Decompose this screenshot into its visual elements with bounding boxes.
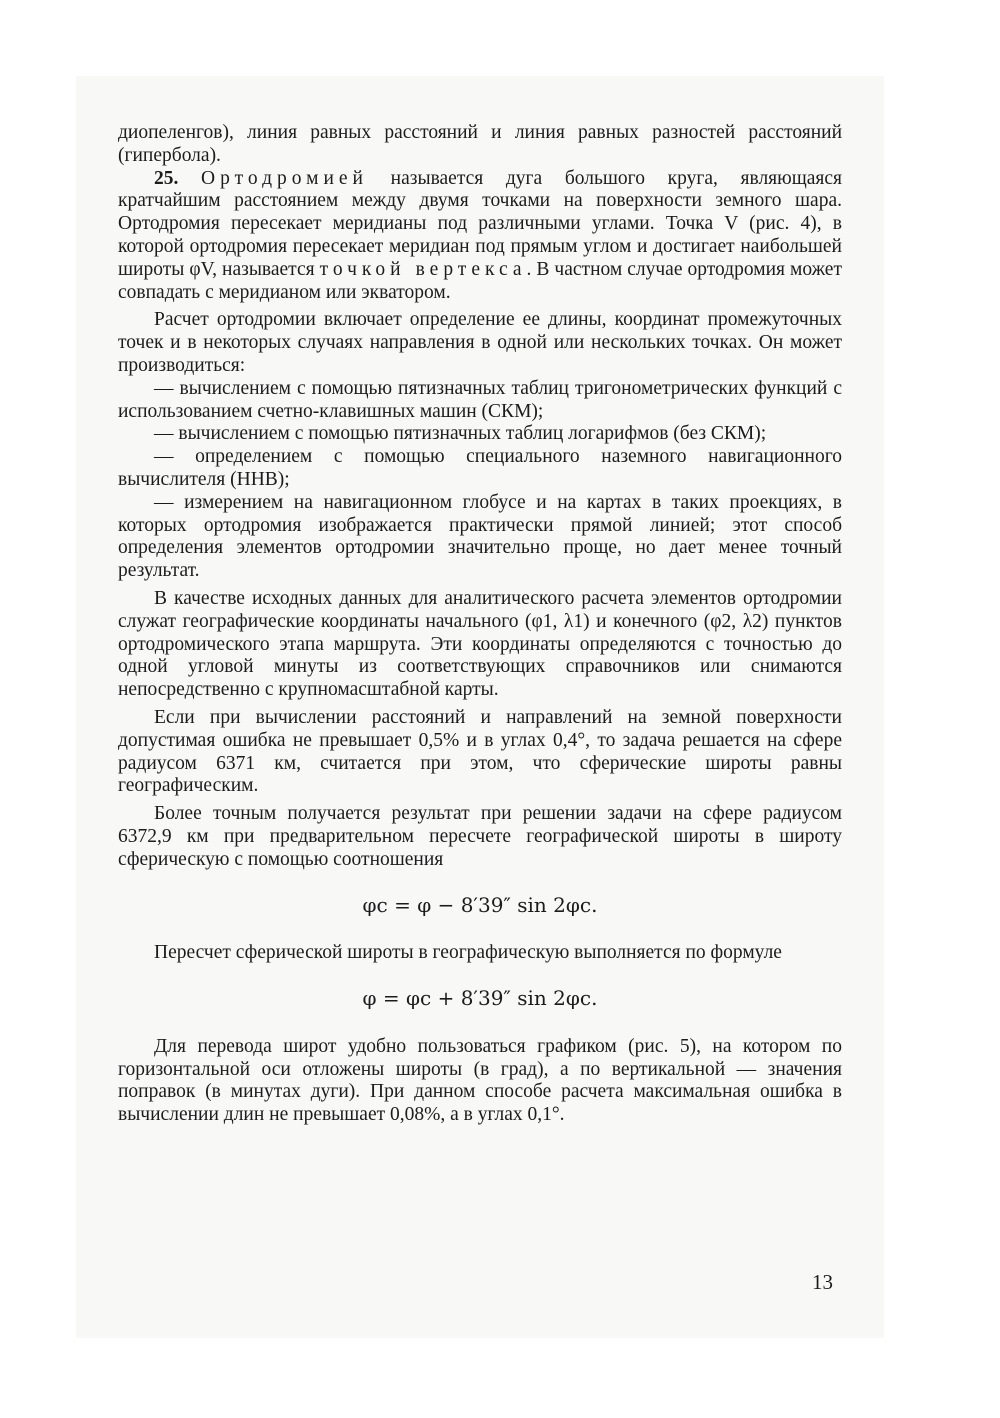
formula-geographic-latitude: φ = φc + 8′39″ sin 2φc.	[362, 986, 598, 1011]
paragraph-conversion: Пересчет сферической широты в географическую выполняется по формуле	[154, 942, 782, 964]
document-body	[118, 122, 842, 1127]
paragraph-25	[118, 168, 842, 305]
paragraph-25-text-a: называется дуга большого круга, являющаяся кратчайшим расстоянием между двумя точками на поверхности земного шара. Ортодромия пересекает меридианы под различными углами. Точка V (рис. 4), в которой ортодромия пересекает меридиан под прямым углом и достигает наибольшей широты φV, называется	[118, 167, 842, 280]
list-item: — вычислением с помощью пятизначных таблиц логарифмов (без СКМ);	[154, 423, 767, 445]
section-number: 25.	[154, 167, 179, 189]
page-number: 13	[812, 1270, 833, 1294]
paragraph-sphere-6371: Если при вычислении расстояний и направлений на земной поверхности допустимая ошибка не превышает 0,5% и в углах 0,4°, то задача решается на сфере радиусом 6371 км, считается при этом, что сферические широты равны географическим.	[118, 706, 842, 797]
paragraph-graph: Для перевода широт удобно пользоваться графиком (рис. 5), на котором по горизонтальной оси отложены широты (в град), а по вертикальной — значения поправок (в минутах дуги). При данном способе расчета максимальная ошибка в вычислении длин не превышает 0,08%, а в углах 0,1°.	[118, 1035, 842, 1126]
paragraph-sphere-6372: Более точным получается результат при решении задачи на сфере радиусом 6372,9 км при предварительном пересчете географической широты в широту сферическую с помощью соотношения	[118, 803, 842, 870]
paragraph-25-text-b: . В частном случае ортодромия может совпадать с меридианом или экватором.	[118, 258, 842, 303]
paragraph-calculation: Расчет ортодромии включает определение ее длины, координат промежуточных точек и в некоторых случаях направления в одной или нескольких точках. Он может производиться:	[118, 309, 842, 376]
list-item: — измерением на навигационном глобусе и на картах в таких проекциях, в которых ортодромия изображается практически прямой линией; этот способ определения элементов ортодромии значительно проще, но дает менее точный результат.	[118, 491, 842, 582]
term-vertex-point: точкой вертекса	[319, 258, 527, 280]
paragraph-input-data: В качестве исходных данных для аналитического расчета элементов ортодромии служат географические координаты начального (φ1, λ1) и конечного (φ2, λ2) пунктов ортодромического этапа маршрута. Эти координаты определяются с точностью до одной угловой минуты из соответствующих справочников или снимаются непосредственно с крупномасштабной карты.	[118, 587, 842, 701]
formula-spherical-latitude: φc = φ − 8′39″ sin 2φc.	[362, 892, 598, 917]
list-item: — вычислением с помощью пятизначных таблиц тригонометрических функций с использованием счетно-клавишных машин (СКМ);	[118, 377, 842, 422]
paragraph-continuation: диопеленгов), линия равных расстояний и линия равных разностей расстояний (гипербола).	[118, 122, 842, 166]
list-item: — определением с помощью специального наземного навигационного вычислителя (ННВ);	[118, 446, 842, 490]
term-orthodromy: Ортодромией	[201, 167, 368, 189]
